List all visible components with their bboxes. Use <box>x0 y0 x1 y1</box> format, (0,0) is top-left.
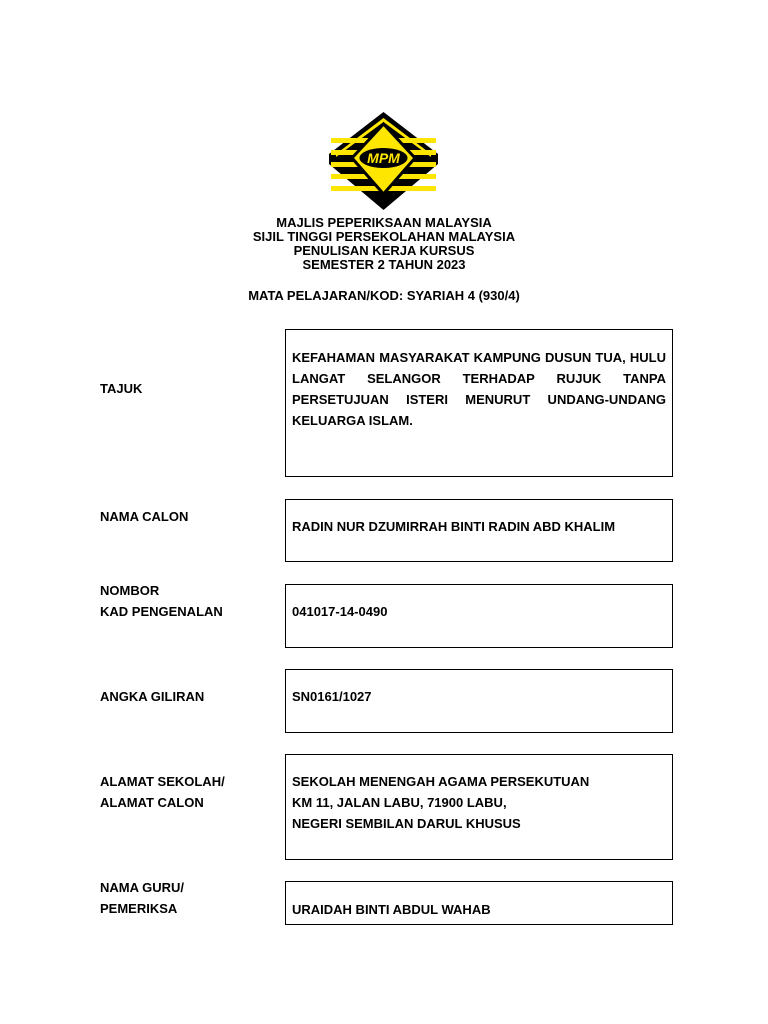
alamat-label-line2: ALAMAT CALON <box>100 795 204 810</box>
alamat-value-line3: NEGERI SEMBILAN DARUL KHUSUS <box>292 816 521 831</box>
angka-giliran-box <box>285 669 673 733</box>
document-header <box>0 216 768 272</box>
mpm-logo-text: MPM <box>367 150 400 166</box>
subject-code: MATA PELAJARAN/KOD: SYARIAH 4 (930/4) <box>248 288 520 303</box>
alamat-label-line1: ALAMAT SEKOLAH/ <box>100 774 225 789</box>
angka-giliran-label: ANGKA GILIRAN <box>100 689 205 704</box>
nama-calon-value: RADIN NUR DZUMIRRAH BINTI RADIN ABD KHALIM <box>292 519 616 534</box>
angka-giliran-value: SN0161/1027 <box>292 689 372 704</box>
guru-label <box>100 877 184 919</box>
header-line-3: PENULISAN KERJA KURSUS <box>293 243 475 258</box>
nombor-kp-label-line1: NOMBOR <box>100 583 160 598</box>
alamat-value-line1: SEKOLAH MENENGAH AGAMA PERSEKUTUAN <box>292 774 590 789</box>
nama-calon-label: NAMA CALON <box>100 509 189 524</box>
tajuk-box <box>285 329 673 477</box>
nama-calon-box <box>285 499 673 562</box>
tajuk-label: TAJUK <box>100 381 143 396</box>
nombor-kp-label-line2: KAD PENGENALAN <box>100 604 223 619</box>
mpm-logo <box>327 110 440 212</box>
header-line-2: SIJIL TINGGI PERSEKOLAHAN MALAYSIA <box>252 229 516 244</box>
guru-label-line1: NAMA GURU/ <box>100 880 185 895</box>
tajuk-value: KEFAHAMAN MASYARAKAT KAMPUNG DUSUN TUA, HULU LANGAT SELANGOR TERHADAP RUJUK TANPA PERSETUJUAN ISTERI MENURUT UNDANG-UNDANG KELUARGA ISLAM. <box>292 350 666 428</box>
guru-label-line2: PEMERIKSA <box>100 901 178 916</box>
alamat-label <box>100 771 225 813</box>
header-line-4: SEMESTER 2 TAHUN 2023 <box>302 257 466 272</box>
alamat-box <box>285 754 673 860</box>
alamat-value-line2: KM 11, JALAN LABU, 71900 LABU, <box>292 795 507 810</box>
nombor-kp-label <box>100 580 223 622</box>
guru-box <box>285 881 673 925</box>
guru-value: URAIDAH BINTI ABDUL WAHAB <box>292 902 491 917</box>
nombor-kp-box <box>285 584 673 648</box>
header-line-1: MAJLIS PEPERIKSAAN MALAYSIA <box>276 215 492 230</box>
nombor-kp-value: 041017-14-0490 <box>292 604 388 619</box>
mpm-logo-graphic <box>327 110 440 212</box>
